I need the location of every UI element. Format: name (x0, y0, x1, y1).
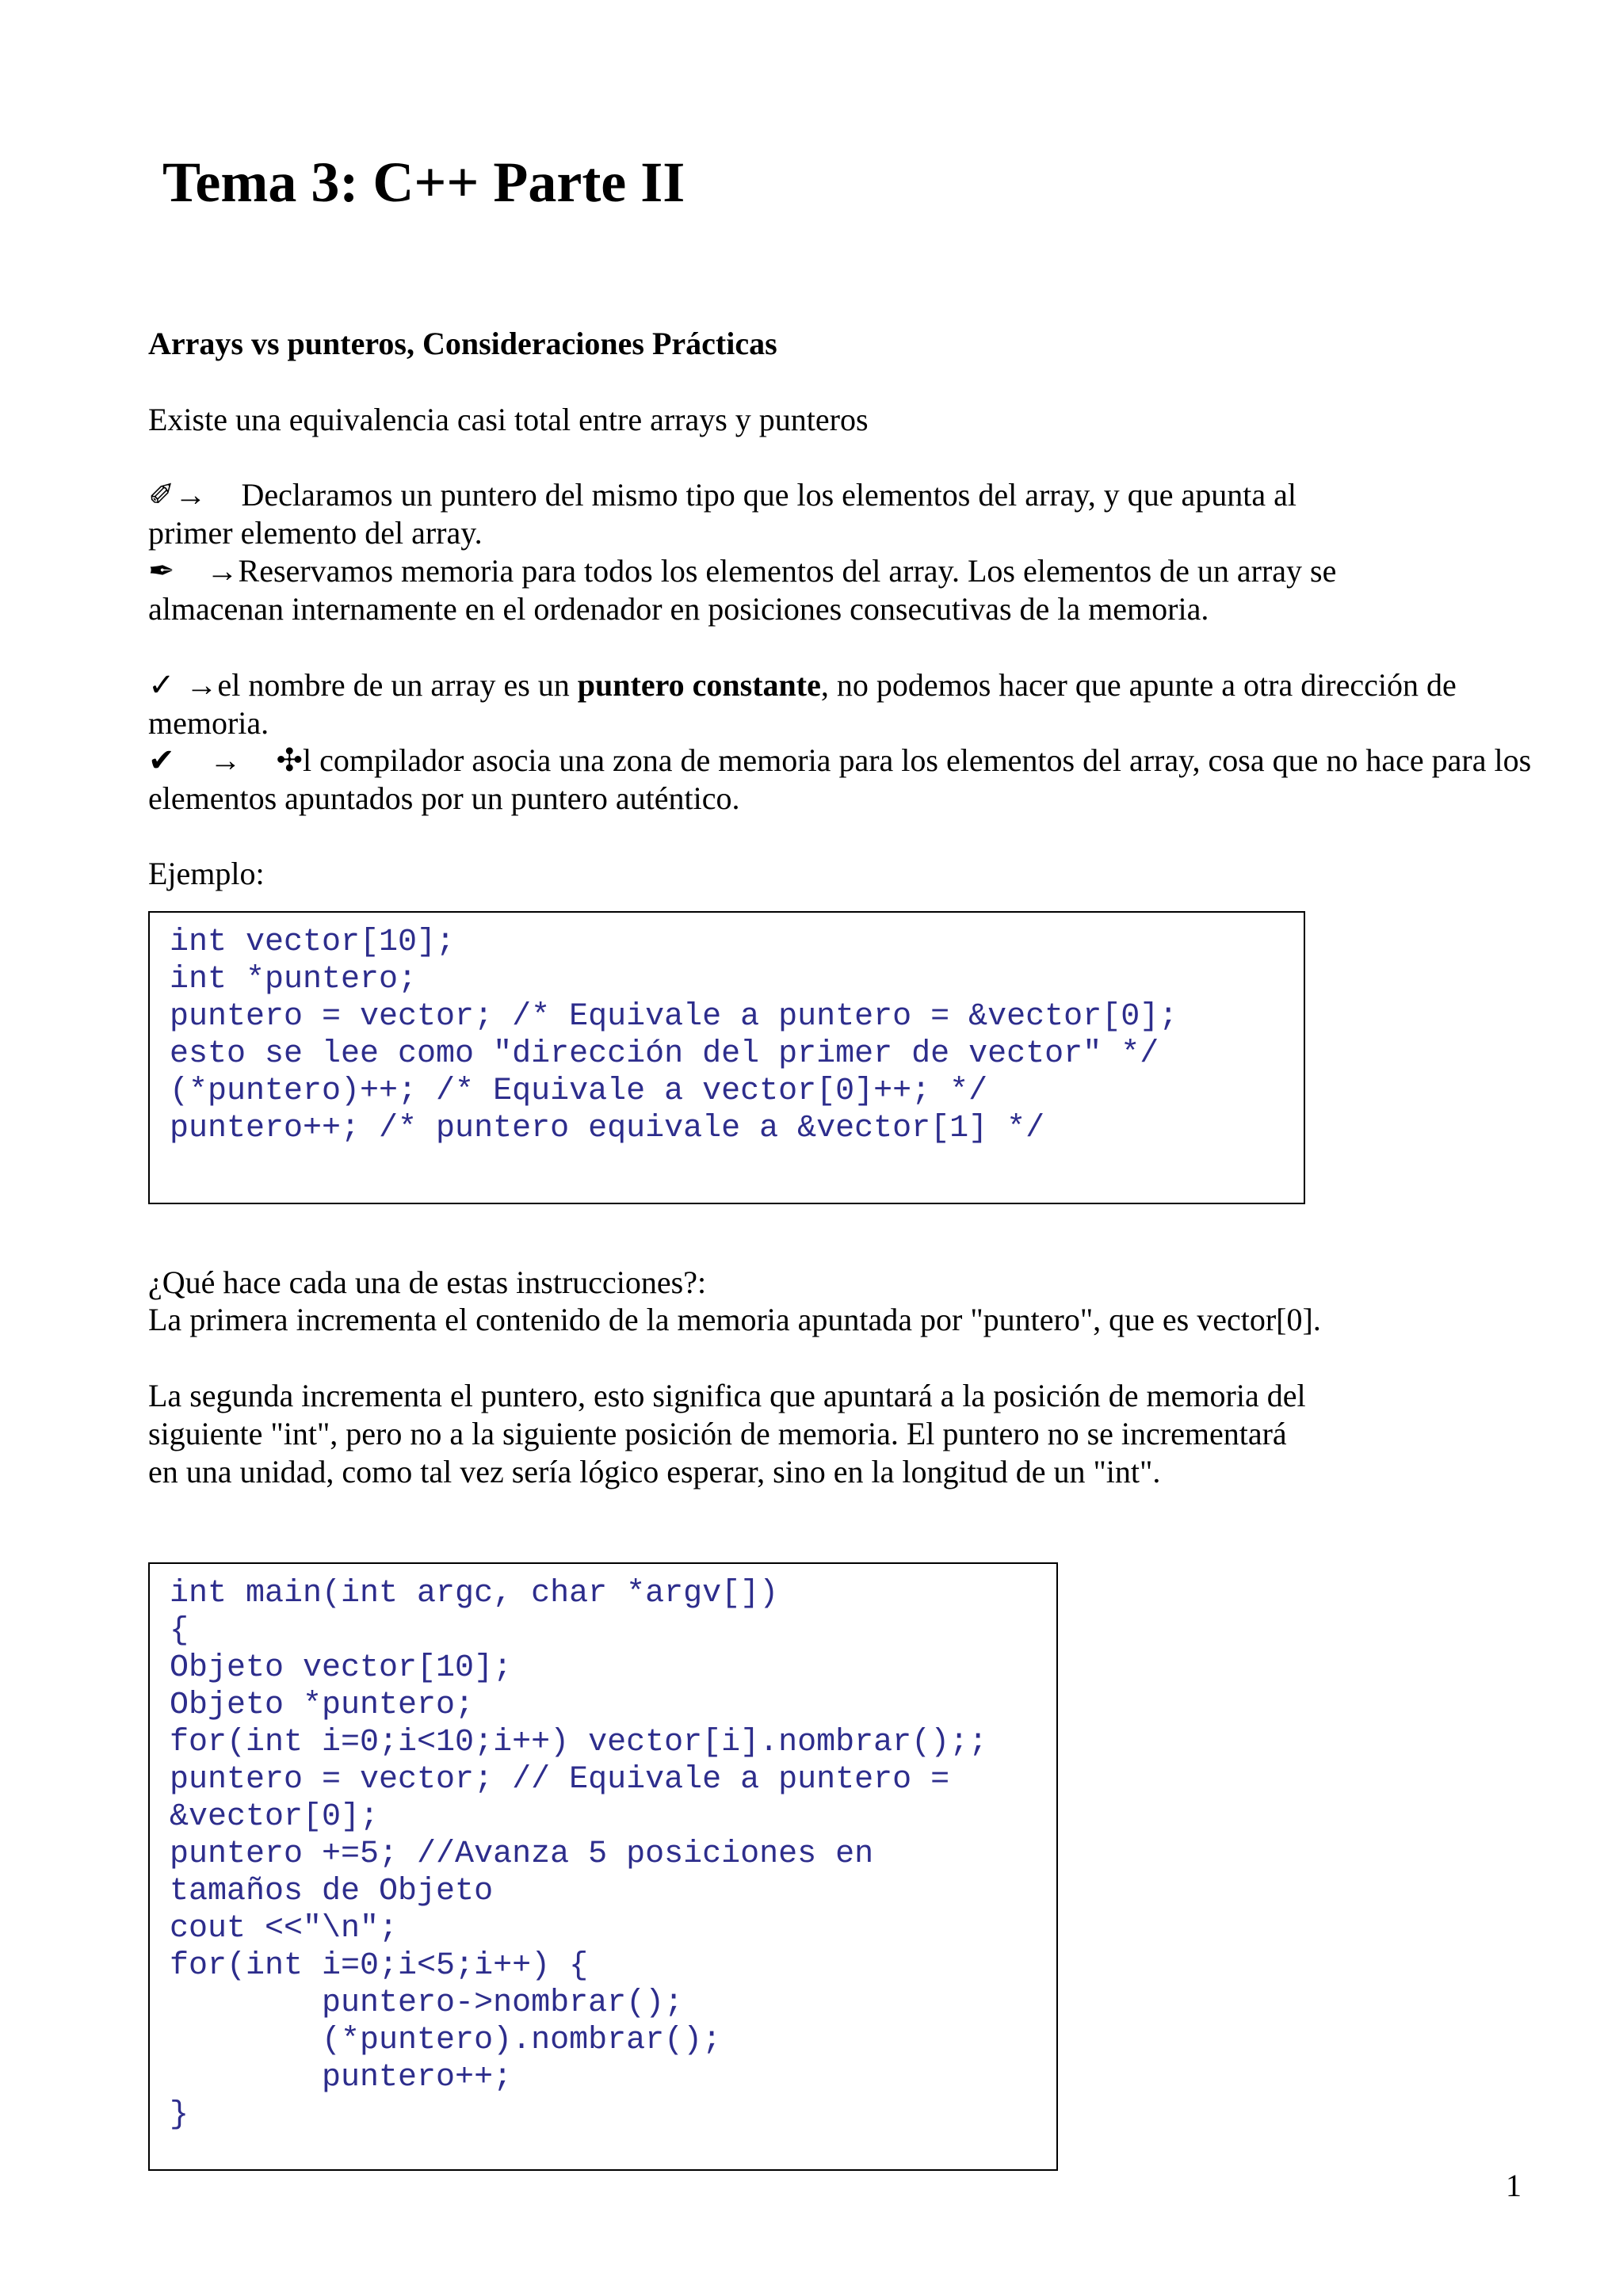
arrow-right-icon: → (209, 742, 242, 778)
four-point-star-icon: ✣ (276, 742, 304, 778)
section-heading: Arrays vs punteros, Consideraciones Prácticas (148, 326, 777, 361)
code-block: int vector[10]; int *puntero; puntero = vector; /* Equivale a puntero = &vector[0]; esto se lee como "dirección del primer de vector" */ (*puntero)++; /* Equivale a vector[0]++; */ puntero++; /* puntero equivale a &vector[1] */ (170, 925, 1178, 1146)
bullet-text: el nombre de un array es un (217, 667, 578, 703)
example-label: Ejemplo: (148, 856, 265, 891)
page-title: Tema 3: C++ Parte II (162, 151, 685, 214)
arrow-right-icon: → (174, 477, 207, 513)
bullet-item (148, 552, 1353, 628)
check-icon: ✓ (148, 667, 175, 703)
question-text: ¿Qué hace cada una de estas instrucciones?: (148, 1264, 707, 1300)
bullet-item (148, 666, 1535, 742)
code-example-box (148, 1562, 1058, 2171)
intro-paragraph: Existe una equivalencia casi total entre arrays y punteros (148, 402, 869, 437)
code-block: int main(int argc, char *argv[]) { Objeto vector[10]; Objeto *puntero; for(int i=0;i<10;i++) vector[i].nombrar();; puntero = vector; // Equivale a puntero = &vector[0]; puntero +=5; //Avanza 5 posiciones en tamaños de Objeto cout <<"\n"; for(int i=0;i<5;i++) { puntero->nombrar(); (*puntero).nombrar(); puntero++; } (170, 1576, 988, 2133)
bullet-text: Declaramos un puntero del mismo tipo que los elementos del array, y que apunta al primer elemento del array. (148, 477, 1296, 551)
page-number: 1 (1506, 2168, 1522, 2203)
answer-paragraph: La primera incrementa el contenido de la memoria apuntada por "puntero", que es vector[0]. (148, 1302, 1321, 1337)
heavy-check-icon: ✔ (148, 742, 175, 778)
pen-nib-icon: ✒ (148, 553, 175, 589)
arrow-right-icon: → (206, 553, 239, 589)
bullet-text: Reservamos memoria para todos los elementos del array. Los elementos de un array se almacenan internamente en el ordenador en posiciones consecutivas de la memoria. (148, 553, 1337, 627)
bullet-text-bold: puntero constante (577, 667, 821, 703)
bullet-item (148, 742, 1535, 818)
pencil-icon: ✐ (148, 477, 175, 513)
answer-paragraph: La segunda incrementa el puntero, esto significa que apuntará a la posición de memoria del siguiente "int", pero no a la siguiente posición de memoria. El puntero no se incrementará en una unidad, como tal vez sería lógico esperar, sino en la longitud de un "int". (148, 1378, 1306, 1489)
code-example-box (148, 911, 1305, 1204)
bullet-item (148, 476, 1353, 552)
arrow-right-icon: → (185, 667, 218, 703)
bullet-text: , no podemos hacer que apunte a otra dirección de memoria. (148, 667, 1457, 741)
bullet-text: l compilador asocia una zona de memoria para los elementos del array, cosa que no hace para los elementos apuntados por un puntero auténtico. (148, 742, 1532, 816)
